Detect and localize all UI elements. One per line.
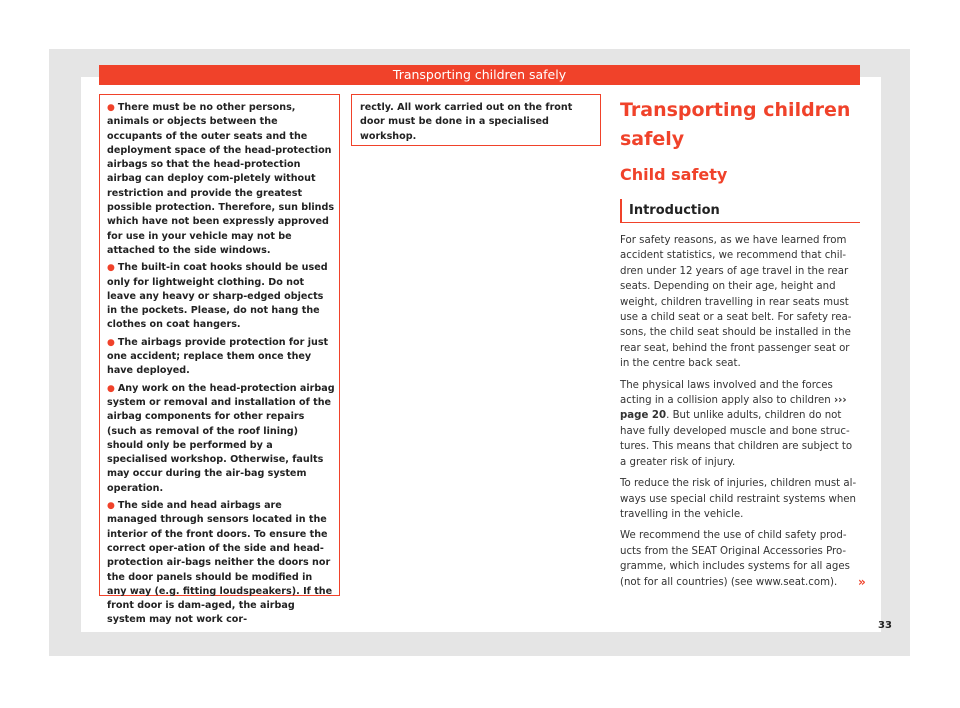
introduction-label: Introduction xyxy=(629,203,720,218)
paragraph-4: We recommend the use of child safety prod-ucts from the SEAT Original Accessories Pro-gramme, which includes systems for all ages (not for all countries) (see www.seat.com). xyxy=(620,530,850,588)
warning-item: ● The side and head airbags are managed through sensors located in the interior of the front doors. To ensure the correct oper-ation of the side and head-protection air-bags neither the doors nor the door panels should be modified in any way (e.g. fitting loudspeakers). If the front door is dam-aged, the airbag system may not work cor- xyxy=(107,500,333,626)
warning-item: ● The built-in coat hooks should be used only for lightweight clothing. Do not leave any heavy or sharp-edged objects in the pockets. Please, do not hang the clothes on coat hangers. xyxy=(107,262,328,331)
paragraph-3: To reduce the risk of injuries, children must al-ways use special child restraint systems when travelling in the vehicle. xyxy=(620,478,857,520)
bullet-icon: ● xyxy=(107,103,115,113)
page-reference-link[interactable]: ››› page 20 xyxy=(620,395,847,422)
introduction-heading xyxy=(620,199,860,223)
body-text xyxy=(620,233,860,596)
bullet-icon: ● xyxy=(107,383,115,394)
section-subtitle: Child safety xyxy=(620,165,728,184)
warning-continuation: rectly. All work carried out on the front door must be done in a specialised workshop. xyxy=(360,102,573,142)
warning-box-1 xyxy=(99,94,340,626)
bullet-icon: ● xyxy=(107,337,115,348)
warning-item: ● There must be no other persons, animals or objects between the occupants of the outer seats and the deployment space of the head-protection airbags so that the head-protection airbag can deploy com-pletely without restriction and provide the greatest possible protection. Therefore, sun blinds which have not been expressly approved for use in your vehicle may not be attached to the side windows. xyxy=(107,102,335,256)
bullet-icon: ● xyxy=(107,263,115,274)
paragraph-1: For safety reasons, as we have learned from accident statistics, we recommend that chil-dren under 12 years of age travel in the rear seats. Depending on their age, height and weight, children travelling in rear seats must use a child seat or a seat belt. For safety rea-sons, the child seat should be installed in the rear seat, behind the front passenger seat or in the centre back seat. xyxy=(620,235,852,370)
main-title: Transporting children safely xyxy=(620,99,851,150)
page-number: 33 xyxy=(878,620,892,631)
bullet-icon: ● xyxy=(107,501,115,512)
chapter-header: Transporting children safely xyxy=(99,65,860,85)
paragraph-2: The physical laws involved and the forces acting in a collision apply also to children ››› page 20. But unlike adults, children do not have fully developed muscle and bone struc-tures. This means that children are subject to a greater risk of injury. xyxy=(620,379,853,468)
warning-item: ● The airbags provide protection for just one accident; replace them once they have deployed. xyxy=(107,336,329,377)
warning-item: ● Any work on the head-protection airbag system or removal and installation of the airbag components for other repairs (such as removal of the roof lining) should only be performed by a specialised workshop. Otherwise, faults may occur during the air-bag system operation. xyxy=(107,382,335,494)
continue-arrow-icon: » xyxy=(858,575,866,589)
warning-box-2 xyxy=(351,94,601,146)
